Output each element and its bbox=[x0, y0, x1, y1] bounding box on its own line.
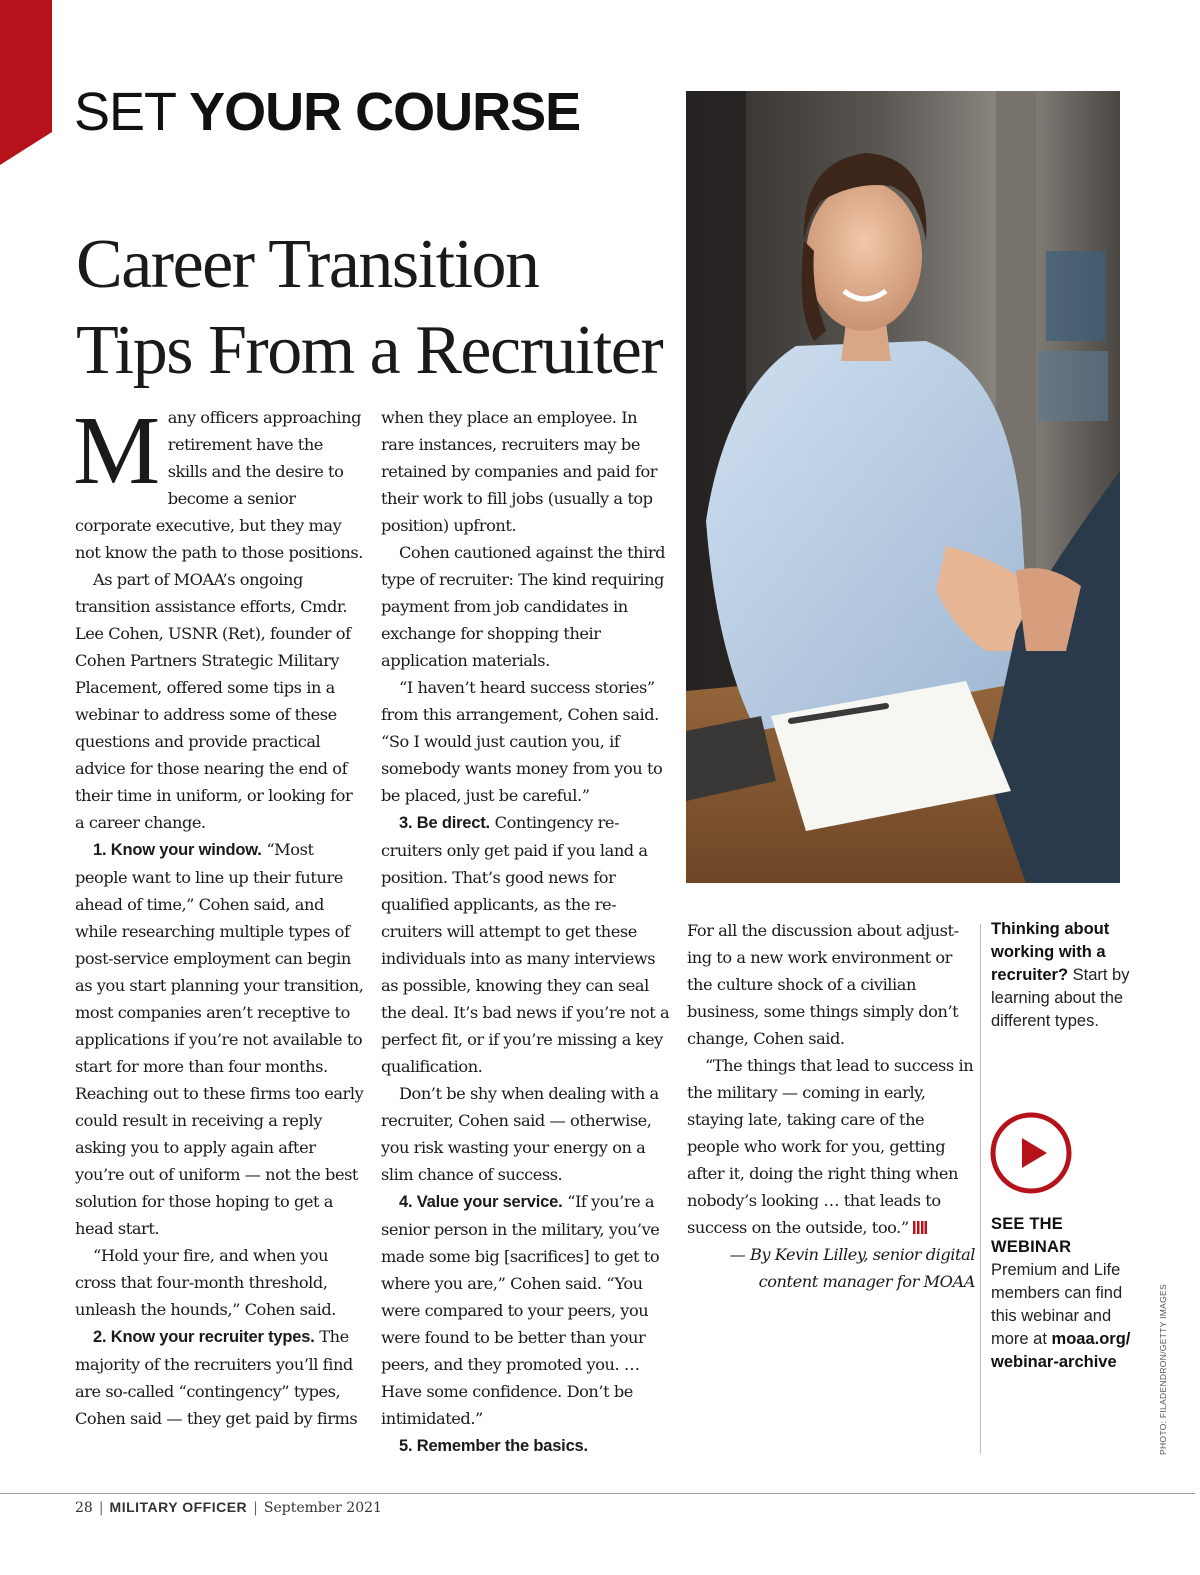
footer-divider bbox=[0, 1493, 1195, 1494]
publication-name: MILITARY OFFICER bbox=[109, 1499, 248, 1515]
tip-1-text: “Most people want to line up their future ahead of time,” Cohen said, and while researching multiple types of post-service employment can begin as you start planning your transition, most companies aren’t receptive to applications if you’re not available to start for more than four months. Reaching out to these firms too early could result in receiving a reply asking you to apply again after you’re out of uniform — not the best solution for those hoping to get a head start. bbox=[75, 840, 364, 1238]
headline-line-1: Career Transition bbox=[76, 226, 539, 303]
headline-line-2: Tips From a Recruiter bbox=[76, 312, 663, 389]
tip-2-heading: 2. Know your recruiter types. bbox=[93, 1328, 315, 1346]
tip-3-text: Contingency recruiters only get paid if you land a position. That’s good news for qualified applicants, as the recruiters will attempt to get these individuals into as many interviews as possible, knowing they can seal the deal. It’s bad news if you’re not a perfect fit, or if you’re missing a key qualification. bbox=[381, 813, 670, 1076]
section-corner-tab bbox=[0, 0, 52, 165]
sidebar-body bbox=[991, 1259, 1141, 1374]
sidebar-lead-text: Start by learning about the different types. bbox=[991, 966, 1130, 1030]
tip-2-paragraph bbox=[75, 1323, 365, 1432]
article-paragraph-1 bbox=[73, 397, 365, 566]
drop-cap: M bbox=[73, 397, 160, 505]
tip-4-paragraph bbox=[381, 1188, 671, 1432]
play-circle-icon[interactable] bbox=[989, 1111, 1073, 1195]
tip-1-heading: 1. Know your window. bbox=[93, 841, 262, 859]
article-paragraph-hold: “Hold your fire, and when you cross that four-month threshold, unleash the hounds,” Cohen said. bbox=[75, 1246, 337, 1319]
see-webinar-heading: SEE THE WEBINAR bbox=[991, 1215, 1072, 1256]
article-column-1 bbox=[73, 397, 365, 1432]
handshake-photo bbox=[686, 91, 1120, 883]
tip-3-heading: 3. Be direct. bbox=[399, 814, 490, 832]
sidebar-body-text: Premium and Life members can find this webinar and more at bbox=[991, 1261, 1123, 1348]
tip-2-text: The majority of the recruiters you’ll find are so-called “contingency” types, Cohen said — they get paid by firms bbox=[75, 1327, 358, 1428]
tip-4-heading: 4. Value your service. bbox=[399, 1193, 563, 1211]
issue-date: September 2021 bbox=[263, 1500, 382, 1516]
article-paragraph-2: As part of MOAA’s ongoing transition assistance efforts, Cmdr. Lee Cohen, USNR (Ret), founder of Cohen Partners Strategic Military Placement, offered some tips in a webinar to address some of these questions and provide practical advice for those nearing the end of their time in uniform, or looking for a career change. bbox=[75, 570, 353, 832]
article-column-3 bbox=[687, 917, 975, 1295]
article-paragraph-caution: Cohen cautioned against the third type of recruiter: The kind requiring payment from job candidates in exchange for shopping their application materials. bbox=[381, 543, 666, 670]
tip-3-paragraph bbox=[381, 809, 671, 1080]
tip-5-paragraph-continued: For all the discussion about adjusting to a new work environment or the culture shock of a civilian business, some things simply don’t change, Cohen said. bbox=[687, 921, 960, 1048]
tip-2-continued: when they place an employee. In rare instances, recruiters may be retained by companies and paid for their work to fill jobs (usually a top position) upfront. bbox=[381, 408, 658, 535]
tip-1-paragraph bbox=[75, 836, 365, 1242]
article-headline bbox=[76, 222, 676, 394]
photo-credit: PHOTO: FILADENDRON/GETTY IMAGES bbox=[1158, 1284, 1168, 1455]
article-column-2 bbox=[381, 404, 671, 1460]
article-paragraph-things: “The things that lead to success in the military — coming in early, staying late, taking care of the people who work for you, getting after it, doing the right thing when nobody’s looking … that leads to success on the outside, too.” bbox=[687, 1056, 974, 1237]
tip-5-paragraph bbox=[381, 1432, 671, 1460]
sidebar-divider bbox=[980, 924, 981, 1454]
page-number: 28 bbox=[75, 1500, 93, 1516]
paragraph-1-text: any officers approaching retirement have the skills and the desire to become a senior corporate executive, but they may not know the path to those positions. bbox=[75, 408, 363, 562]
byline-line-1: — By Kevin Lilley, senior digital bbox=[729, 1245, 975, 1264]
webinar-archive-link[interactable]: moaa.org/ webinar-archive bbox=[991, 1330, 1131, 1371]
article-byline bbox=[687, 1241, 975, 1295]
section-header-light: SET bbox=[74, 82, 177, 142]
photo-illustration bbox=[686, 91, 1120, 883]
tip-5-heading: 5. Remember the basics. bbox=[399, 1437, 588, 1455]
byline-line-2: content manager for MOAA bbox=[758, 1272, 975, 1291]
footer-separator: | bbox=[253, 1500, 258, 1516]
footer-separator: | bbox=[98, 1500, 104, 1516]
moaa-end-mark-icon bbox=[913, 1221, 927, 1234]
page-footer bbox=[75, 1497, 382, 1518]
sidebar-callout bbox=[991, 918, 1141, 1374]
article-paragraph-success: “I haven’t heard success stories” from this arrangement, Cohen said. “So I would just caution you, if somebody wants money from you to be placed, just be careful.” bbox=[381, 678, 663, 805]
article-paragraph-shy: Don’t be shy when dealing with a recruiter, Cohen said — otherwise, you risk wasting your energy on a slim chance of success. bbox=[381, 1084, 659, 1184]
section-header bbox=[74, 80, 580, 144]
sidebar-lead bbox=[991, 918, 1141, 1033]
tip-4-text: “If you’re a senior person in the military, you’ve made some big [sacrifices] to get to where you are,” Cohen said. “You were compared to your peers, you were found to be better than your peers, and they promoted you. … Have some confidence. Don’t be intimidated.” bbox=[381, 1192, 660, 1428]
sidebar-lead-bold: Thinking about working with a recruiter? bbox=[991, 920, 1110, 984]
section-header-heavy: YOUR COURSE bbox=[189, 82, 581, 142]
